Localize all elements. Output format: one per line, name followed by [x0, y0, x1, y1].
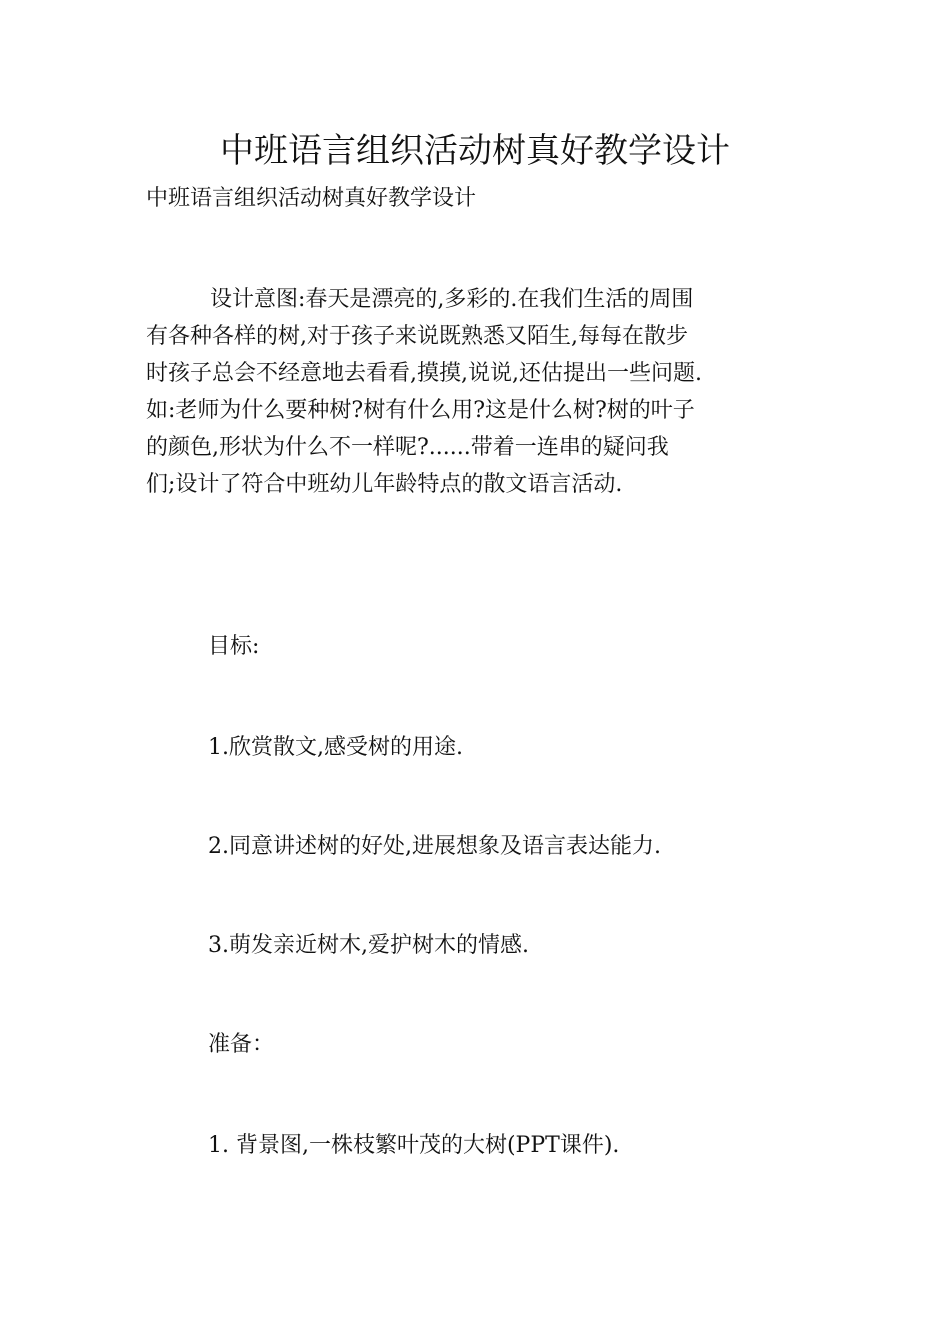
intro-line: 们;设计了符合中班幼儿年龄特点的散文语言活动.: [146, 472, 623, 497]
intro-line: 时孩子总会不经意地去看看,摸摸,说说,还估提出一些问题.: [146, 361, 702, 386]
intro-line: 有各种各样的树,对于孩子来说既熟悉又陌生,每每在散步: [146, 324, 688, 349]
goal-item: 1.欣赏散文,感受树的用途.: [208, 735, 463, 760]
document-subtitle: 中班语言组织活动树真好教学设计: [146, 186, 477, 211]
design-intent-paragraph: [146, 281, 816, 503]
goals-heading: 目标:: [208, 634, 260, 659]
intro-line: 设计意图:春天是漂亮的,多彩的.在我们生活的周围: [210, 287, 694, 312]
preparation-heading: 准备：: [208, 1032, 275, 1057]
intro-line: 的颜色,形状为什么不一样呢?......带着一连串的疑问我: [146, 435, 669, 460]
goal-item: 2.同意讲述树的好处,进展想象及语言表达能力.: [208, 834, 661, 859]
goal-item: 3.萌发亲近树木,爱护树木的情感.: [208, 933, 529, 958]
intro-line: 如:老师为什么要种树?树有什么用?这是什么树?树的叶子: [146, 398, 695, 423]
document-title: 中班语言组织活动树真好教学设计: [220, 131, 730, 171]
preparation-item: 1. 背景图,一株枝繁叶茂的大树(PPT课件).: [208, 1133, 620, 1158]
